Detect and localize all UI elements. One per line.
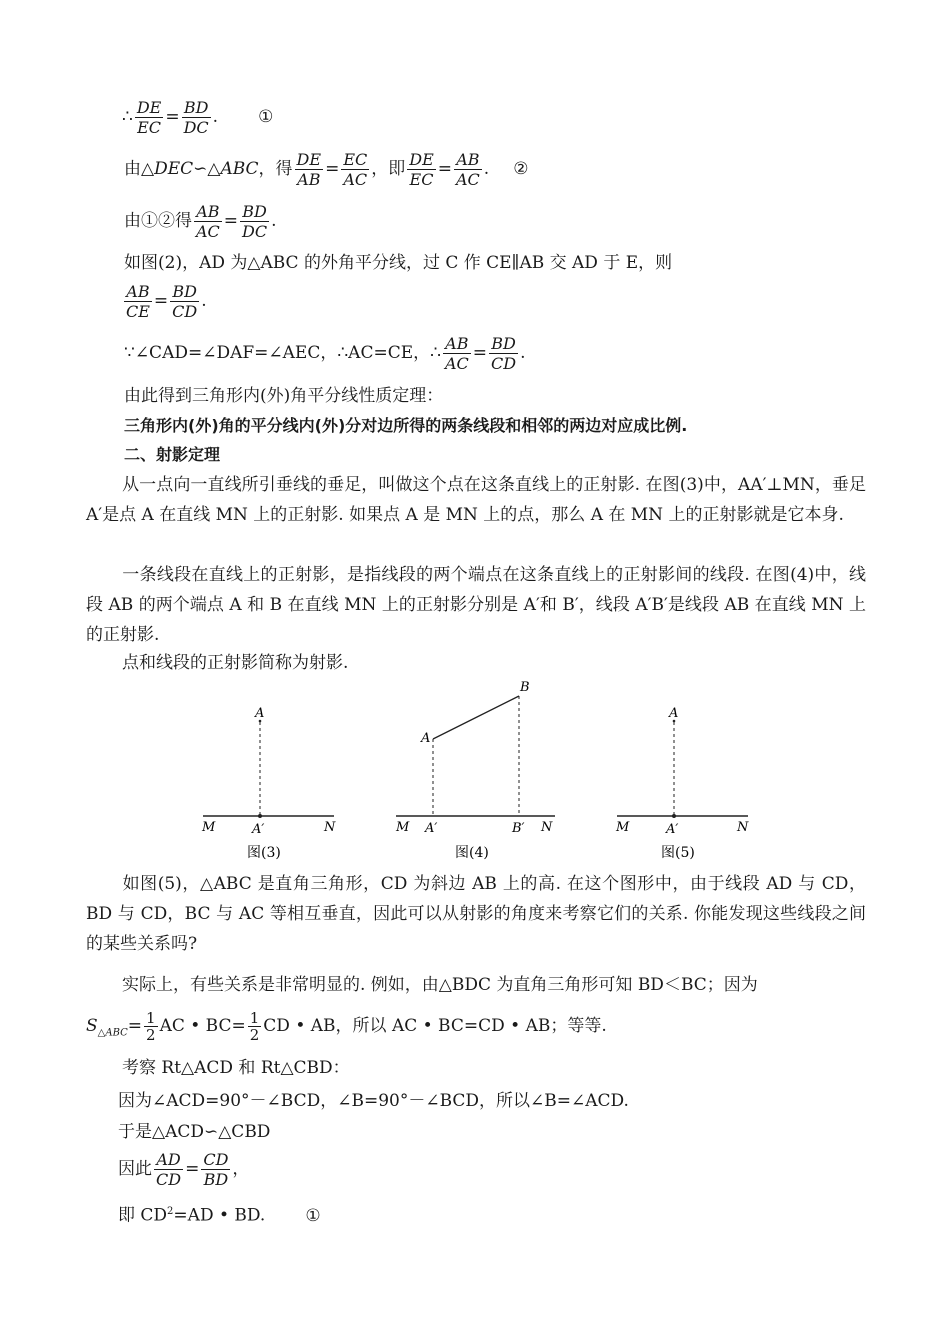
tail-line-4: 因此 $\frac{AD}{CD}$ = $\frac{CD}{BD}$ ，: [118, 1150, 250, 1189]
paragraph-5: 实际上，有些关系是非常明显的. 例如，由△BDC 为直角三角形可知 BD＜BC；因为: [122, 975, 758, 995]
fig4-label-a: A: [421, 731, 431, 746]
equation-line-3: 由①②得 $\frac{AB}{AC}$ = $\frac{BD}{DC}$ .: [124, 202, 277, 241]
projection-figures: [0, 675, 950, 865]
fraction-de-ec: $\frac{DE}{EC}$: [136, 98, 162, 137]
section-heading: 二、射影定理: [124, 445, 221, 464]
fraction-bd-cd: $\frac{BD}{CD}$: [172, 282, 198, 321]
fig5-foot-point: [672, 814, 676, 818]
fraction-de-ab: $\frac{DE}{AB}$: [296, 150, 322, 189]
fig4-label-m: M: [396, 820, 410, 835]
fig4-label-n: N: [541, 820, 553, 835]
figure-4: [395, 680, 555, 861]
paragraph-4: 如图(5)，△ABC 是直角三角形，CD 为斜边 AB 上的高. 在这个图形中，由于线段 AD 与 CD，BD 与 CD，BC 与 AC 等相互垂直，因此可以从射影的角度来考察它们的关系. 你能发现这些线段之间的某些关系吗?: [86, 874, 866, 954]
equation-line-1: ∴ $\frac{DE}{EC}$ = $\frac{BD}{DC}$ . ①: [122, 98, 274, 137]
tail-line-3: 于是△ACD∽△CBD: [118, 1122, 271, 1142]
fig4-label-ap: A′: [425, 821, 438, 836]
fig5-label-m: M: [616, 820, 630, 835]
area-equation-line: $S_{\triangle ABC}=$ $\frac{1}{2}$ AC • BC= $\frac{1}{2}$ CD • AB，所以 AC • BC=CD • AB；等等.: [86, 1009, 607, 1044]
fig3-label-m: M: [202, 820, 216, 835]
fig4-segment-ab: [433, 696, 519, 739]
fig3-foot-point: [258, 814, 262, 818]
fig4-label-b: B: [520, 680, 530, 695]
tail-line-1: 考察 Rt△ACD 和 Rt△CBD：: [122, 1058, 350, 1078]
equation-line-5: $\frac{AB}{CE}$ = $\frac{BD}{CD}$ .: [126, 282, 207, 321]
fraction-one-half-1: $\frac{1}{2}$: [146, 1009, 156, 1044]
fig3-caption: 图(3): [247, 845, 281, 861]
fraction-ec-ac: $\frac{EC}{AC}$: [343, 150, 368, 189]
fig3-label-n: N: [324, 820, 336, 835]
paragraph-2: 一条线段在直线上的正射影，是指线段的两个端点在这条直线上的正射影间的线段. 在图(4)中，线段 AB 的两个端点 A 和 B 在直线 MN 上的正射影分别是 A′和 B′，线段 A′B′是线段 AB 在直线 MN 上的正射影.: [86, 565, 866, 645]
figure-5: [615, 706, 749, 861]
equation-mark-2: ②: [513, 159, 529, 179]
fig5-label-n: N: [737, 820, 749, 835]
fig4-label-bp: B′: [512, 821, 525, 836]
fraction-ad-cd: $\frac{AD}{CD}$: [156, 1150, 182, 1189]
equation-line-2: 由△DEC∽△ABC，得 $\frac{DE}{AB}$ = $\frac{EC}{AC}$ ，即 $\frac{DE}{EC}$ = $\frac{AB}{AC}$ . ②: [124, 150, 529, 189]
fraction-one-half-2: $\frac{1}{2}$: [249, 1009, 260, 1044]
text-line-7: 由此得到三角形内(外)角平分线性质定理：: [124, 386, 444, 406]
tail-line-5: 即 $CD^2=AD$ • BD. ①: [118, 1205, 321, 1226]
fraction-bd-dc-2: $\frac{BD}{DC}$: [242, 202, 268, 241]
fig4-caption: 图(4): [455, 845, 489, 861]
fig5-label-ap: A′: [666, 822, 679, 837]
paragraph-3: 点和线段的正射影简称为射影.: [122, 653, 349, 673]
paragraph-1: 从一点向一直线所引垂线的垂足，叫做这个点在这条直线上的正射影. 在图(3)中，AA′⊥MN，垂足 A′是点 A 在直线 MN 上的正射影. 如果点 A 是 MN 上的点，那么 A 在 MN 上的正射影就是它本身.: [86, 475, 866, 525]
fig5-label-a: A: [669, 706, 679, 721]
fig5-caption: 图(5): [661, 845, 695, 861]
equation-line-6: ∵∠CAD=∠DAF=∠AEC，∴AC=CE，∴ $\frac{AB}{AC}$ = $\frac{BD}{CD}$ .: [124, 334, 526, 373]
fraction-ab-ce: $\frac{AB}{CE}$: [126, 282, 150, 321]
fraction-de-ec-2: $\frac{DE}{EC}$: [409, 150, 434, 189]
fraction-bd-cd-2: $\frac{BD}{CD}$: [490, 334, 517, 373]
text-line-4: 如图(2)，AD 为△ABC 的外角平分线，过 C 作 CE∥AB 交 AD 于 E，则: [124, 253, 673, 273]
therefore-symbol: ∴: [122, 107, 133, 127]
theorem-statement: 三角形内(外)角的平分线内(外)分对边所得的两条线段和相邻的两边对应成比例.: [124, 416, 688, 435]
fraction-cd-bd: $\frac{CD}{BD}$: [203, 1150, 229, 1189]
figure-3: [201, 706, 336, 861]
fraction-bd-dc: $\frac{BD}{DC}$: [183, 98, 209, 137]
equation-mark-final: ①: [305, 1205, 321, 1226]
fraction-ab-ac: $\frac{AB}{AC}$: [456, 150, 480, 189]
tail-line-2: 因为∠ACD=90°－∠BCD，∠B=90°－∠BCD，所以∠B=∠ACD.: [118, 1091, 629, 1111]
fig3-label-a: A: [255, 706, 265, 721]
fraction-ab-ac-3: $\frac{AB}{AC}$: [444, 334, 469, 373]
fig3-label-ap: A′: [252, 822, 265, 837]
equation-mark-1: ①: [258, 107, 274, 127]
fraction-ab-ac-2: $\frac{AB}{AC}$: [196, 202, 220, 241]
